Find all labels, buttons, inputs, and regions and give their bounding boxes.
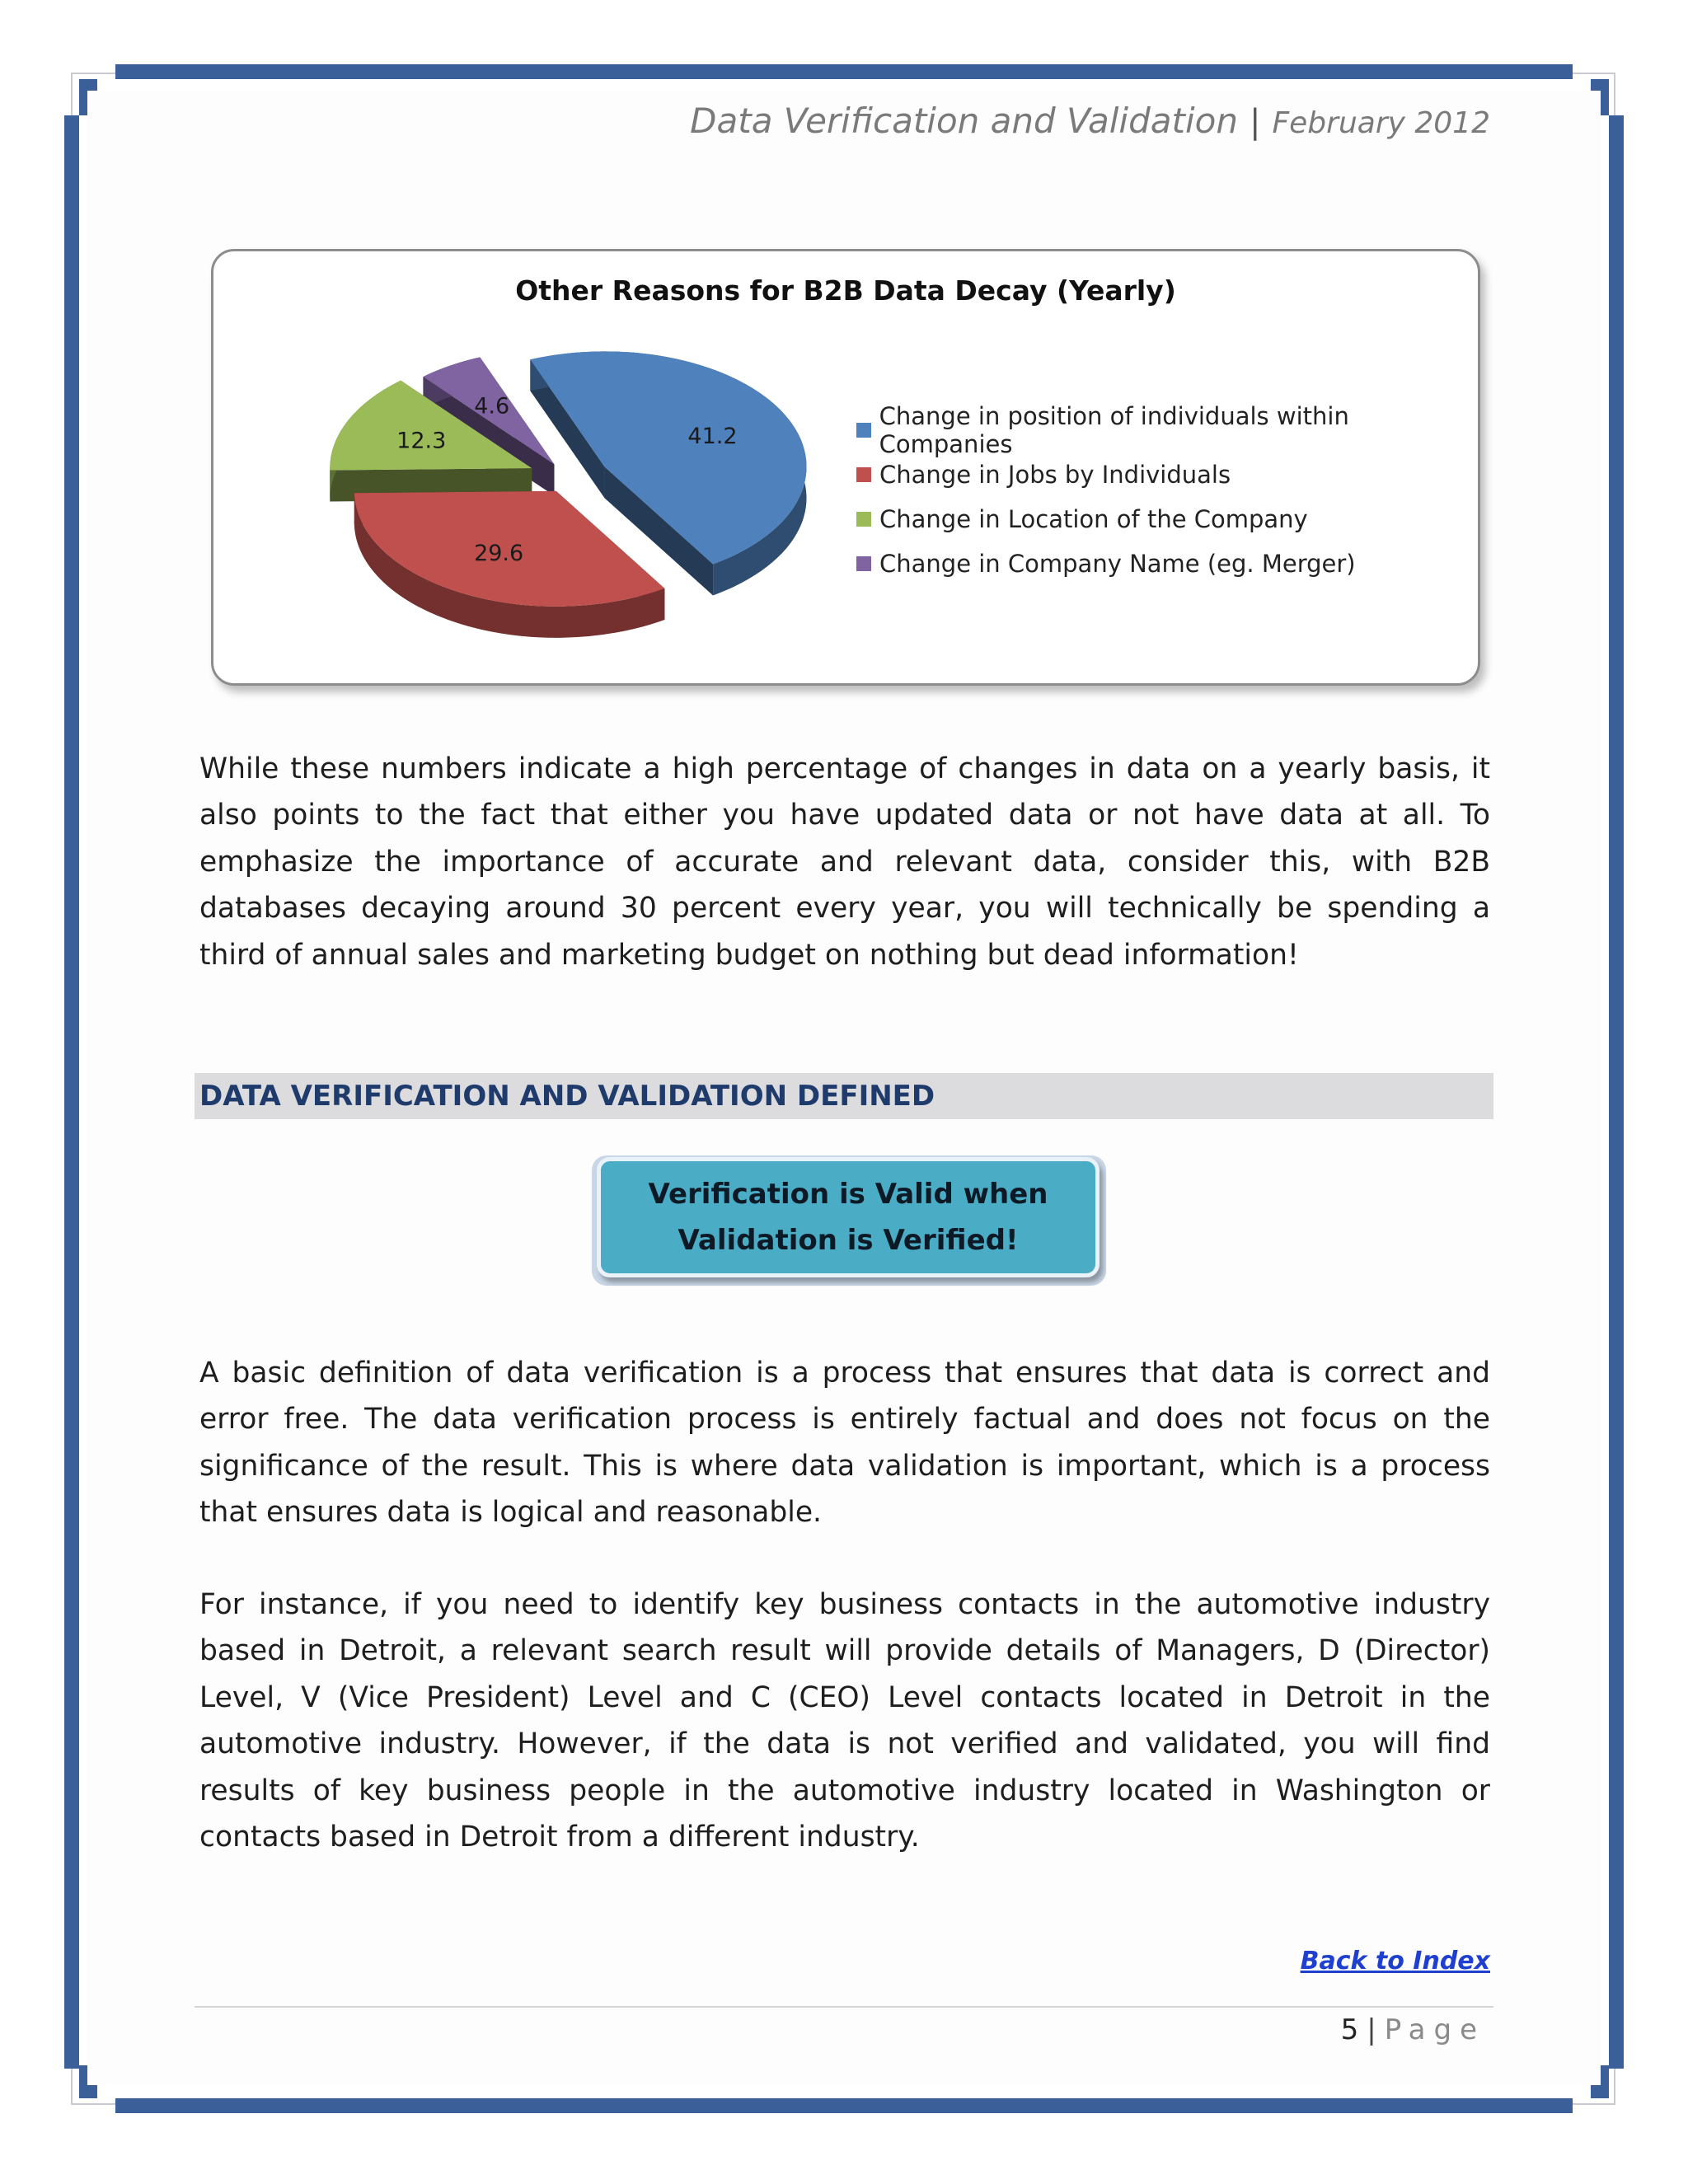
footer-divider bbox=[195, 2006, 1493, 2008]
legend-item bbox=[856, 402, 1478, 458]
legend-label: Change in position of individuals within Companies bbox=[879, 402, 1349, 458]
legend-item bbox=[856, 497, 1478, 541]
chart-container bbox=[211, 249, 1480, 686]
body-paragraph: A basic definition of data verification is a process that ensures that data is correct and error free. The data verification process is entirely factual and does not focus on the significance of the result. This is where data validation is important, which is a process that ensures data is logical and reasonable. bbox=[199, 1357, 1490, 1530]
callout-line: Validation is Verified! bbox=[678, 1224, 1019, 1257]
body-paragraph: For instance, if you need to identify key business contacts in the automotive industry based in Detroit, a relevant search result will provide details of Managers, D (Director) Level, V (Vice President) Level and C (CEO) Level contacts located in Detroit in the automotive industry. However, if the data is not verified and validated, you will find results of key business people in the automotive industry located in Washington or contacts based in Detroit from a different industry. bbox=[199, 1588, 1490, 1854]
legend-swatch bbox=[856, 556, 871, 571]
pie-value-label: 12.3 bbox=[396, 428, 447, 454]
pie-value-label: 4.6 bbox=[474, 393, 510, 419]
page-frame-bottom bbox=[115, 2098, 1573, 2113]
legend-label: Change in Jobs by Individuals bbox=[879, 461, 1231, 489]
legend-swatch bbox=[856, 467, 871, 482]
page-number-separator: | bbox=[1367, 2013, 1376, 2046]
body-paragraph: While these numbers indicate a high percentage of changes in data on a yearly basis, it also points to the fact that either you have updated data or not have data at all. To emphasize the importance of accurate and relevant data, consider this, with B2B databases decaying around 30 percent every year, you will technically be spending a third of annual sales and marketing budget on nothing but dead information! bbox=[199, 752, 1490, 972]
page-number-value: 5 bbox=[1340, 2013, 1359, 2046]
page-frame-top bbox=[115, 64, 1573, 79]
legend-label: Change in Location of the Company bbox=[879, 505, 1308, 533]
callout-box bbox=[597, 1157, 1100, 1277]
back-to-index-link[interactable]: Back to Index bbox=[1300, 1947, 1490, 1975]
chart-legend bbox=[856, 402, 1478, 586]
pie-value-label: 29.6 bbox=[474, 540, 524, 566]
legend-item bbox=[856, 452, 1478, 497]
running-header bbox=[690, 101, 1490, 150]
page-word: Page bbox=[1384, 2013, 1485, 2046]
legend-swatch bbox=[856, 423, 871, 438]
legend-swatch bbox=[856, 512, 871, 527]
legend-item bbox=[856, 541, 1478, 586]
callout-line: Verification is Valid when bbox=[648, 1178, 1048, 1211]
header-title: Data Verification and Validation bbox=[690, 101, 1238, 141]
chart-title: Other Reasons for B2B Data Decay (Yearly) bbox=[515, 274, 1176, 307]
legend-label: Change in Company Name (eg. Merger) bbox=[879, 550, 1356, 578]
header-date: February 2012 bbox=[1272, 106, 1490, 140]
page-frame-right bbox=[1609, 115, 1624, 2069]
page-number bbox=[1341, 2009, 1485, 2050]
pie-value-label: 41.2 bbox=[687, 424, 738, 450]
header-separator: | bbox=[1249, 103, 1261, 141]
section-heading: DATA VERIFICATION AND VALIDATION DEFINED bbox=[195, 1073, 1493, 1119]
page-frame-left bbox=[64, 115, 79, 2069]
